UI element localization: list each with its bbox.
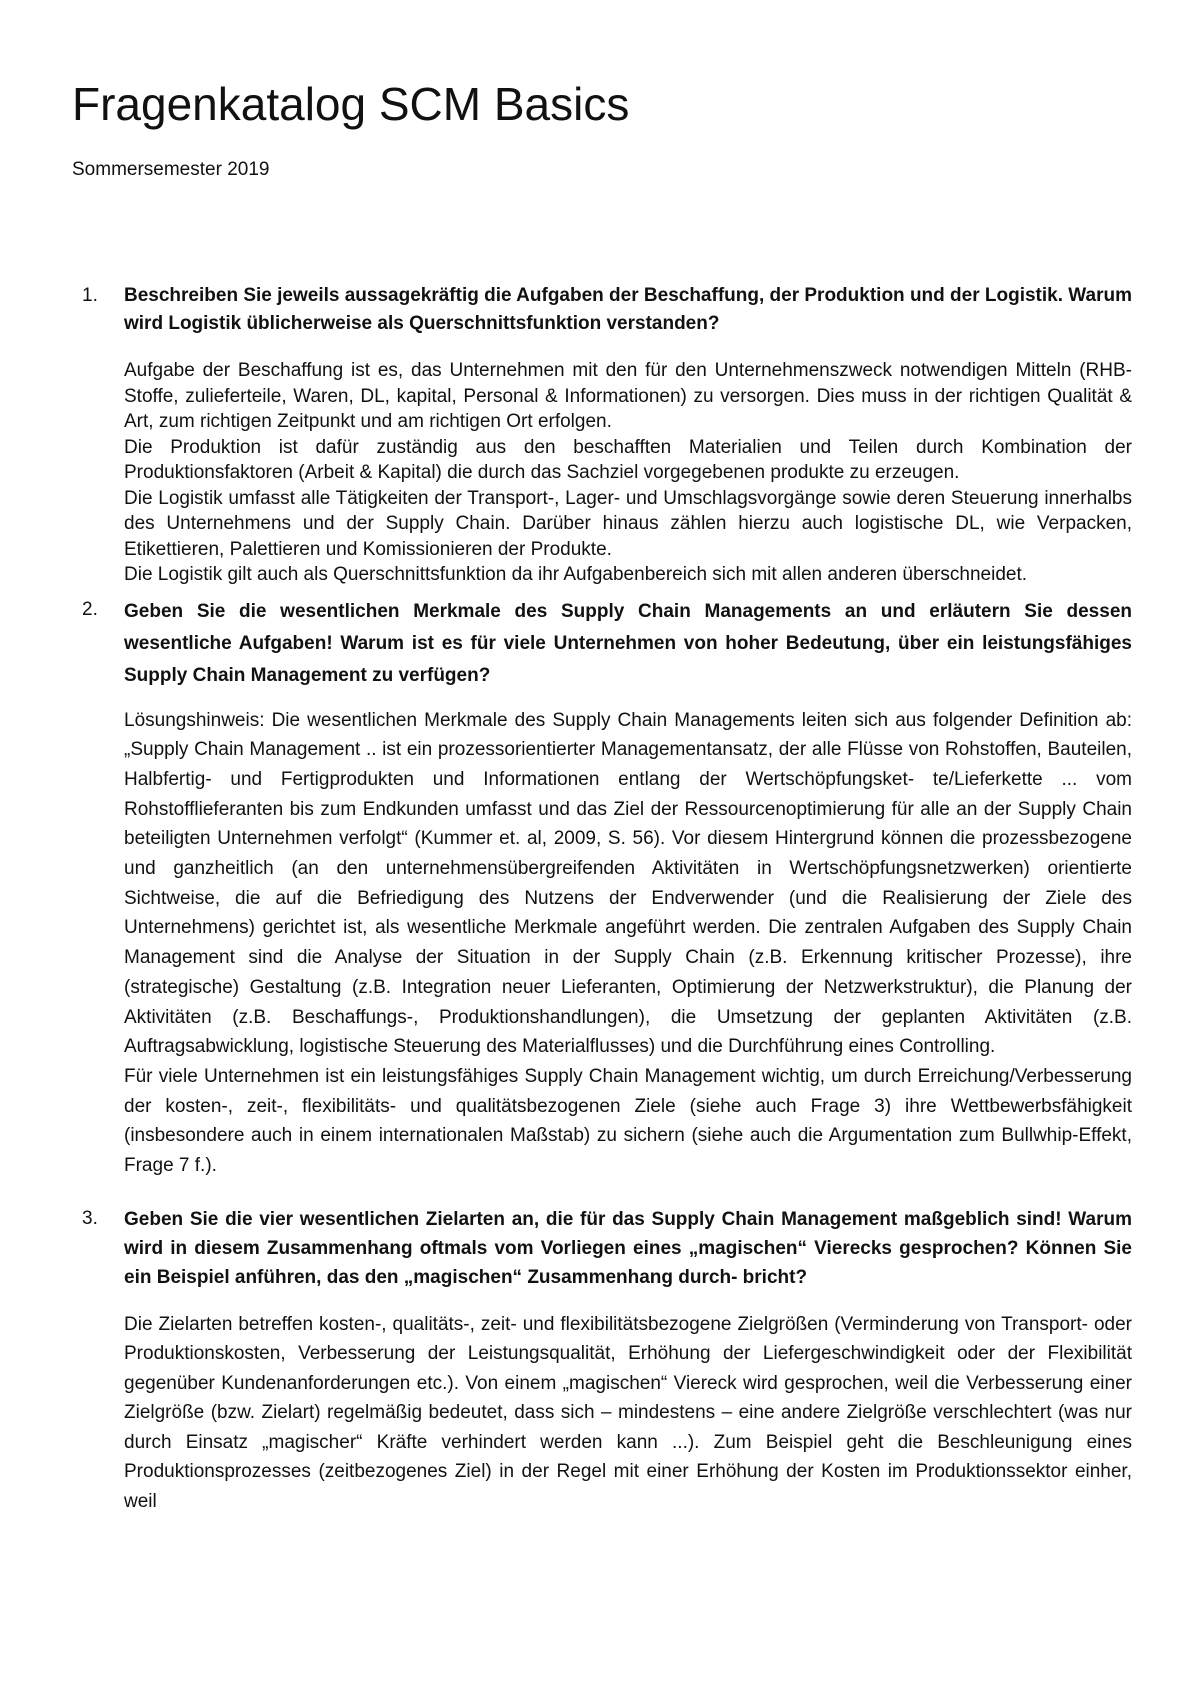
document-title: Fragenkatalog SCM Basics (72, 78, 630, 130)
answer-text (124, 358, 1132, 588)
question-text: Beschreiben Sie jeweils aussagekräftig die Aufgaben der Beschaffung, der Produktion und der Logistik. Warum wird Logistik üblicherweise als Querschnittsfunktion verstanden? (124, 285, 1132, 334)
answer-paragraph: Die Logistik umfasst alle Tätigkeiten der Transport-, Lager- und Umschlagsvorgänge sowie deren Steuerung innerhalbs des Unternehmens und der Supply Chain. Darüber hinaus zählen hierzu auch logistische DL, wie Verpacken, Etikettieren, Palettieren und Komissionieren der Produkte. (124, 487, 1132, 560)
answer-paragraph: Die Produktion ist dafür zuständig aus den beschafften Materialien und Teilen durch Kombination der Produktionsfaktoren (Arbeit & Kapital) die durch das Sachziel vorgegebenen produkte zu erzeugen. (124, 436, 1132, 483)
answer-text (124, 1310, 1132, 1517)
question-number: 3. (82, 1207, 98, 1229)
answer-text (124, 706, 1132, 1181)
document-subtitle: Sommersemester 2019 (72, 159, 270, 180)
answer-paragraph: Die Zielarten betreffen kosten-, qualitäts-, zeit- und flexibilitätsbezogene Zielgrößen (Verminderung von Transport- oder Produktionskosten, Verbesserung der Leistungsqualität, Erhöhung der Liefergeschwindigkeit oder der Flexibilität gegenüber Kundenanforderungen etc.). Von einem „magischen“ Viereck wird gesprochen, weil die Verbesserung einer Zielgröße (bzw. Zielart) regelmäßig bedeutet, dass sich – mindestens – eine andere Zielgröße verschlechtert (was nur durch Einsatz „magischer“ Kräfte verhindert werden kann ...). Zum Beispiel geht die Beschleunigung eines Produktionsprozesses (zeitbezogenes Ziel) in der Regel mit einer Erhöhung der Kosten im Produktionssektor einher, weil (124, 1313, 1132, 1512)
answer-paragraph: Die Logistik gilt auch als Querschnittsfunktion da ihr Aufgabenbereich sich mit allen anderen überschneidet. (124, 564, 1028, 585)
answer-paragraph: Aufgabe der Beschaffung ist es, das Unternehmen mit den für den Unternehmenszweck notwendigen Mitteln (RHB-Stoffe, zulieferteile, Waren, DL, kapital, Personal & Informationen) zu versorgen. Dies muss in der richtigen Qualität & Art, zum richtigen Zeitpunkt und am richtigen Ort erfolgen. (124, 360, 1132, 432)
question-item-3 (82, 1205, 1132, 1517)
question-list (82, 282, 1132, 1516)
question-item-1 (82, 282, 1132, 588)
answer-paragraph: Lösungshinweis: Die wesentlichen Merkmale des Supply Chain Managements leiten sich aus folgender Definition ab: „Supply Chain Management .. ist ein prozessorientierter Managementansatz, der alle Flüsse von Rohstoffen, Bauteilen, Halbfertig- und Fertigprodukten und Informationen entlang der Wertschöpfungsket- te/Lieferkette ... vom Rohstofflieferanten bis zum Endkunden umfasst und das Ziel der Ressourcenoptimierung für alle an der Supply Chain beteiligten Unternehmen verfolgt“ (Kummer et. al, 2009, S. 56). Vor diesem Hintergrund können die prozessbezogene und ganzheitlich (an den unternehmensübergreifenden Aktivitäten in Wertschöpfungsnetzwerken) orientierte Sichtweise, die auf die Befriedigung des Nutzens der Endverwender (und die Realisierung der Ziele des Unternehmens) gerichtet ist, als wesentliche Merkmale angeführt werden. Die zentralen Aufgaben des Supply Chain Management sind die Analyse der Situation in der Supply Chain (z.B. Erkennung kritischer Prozesse), ihre (strategische) Gestaltung (z.B. Integration neuer Lieferanten, Optimierung der Netzwerkstruktur), die Planung der Aktivitäten (z.B. Beschaffungs-, Produktionshandlungen), die Umsetzung der geplanten Aktivitäten (z.B. Auftragsabwicklung, logistische Steuerung des Materialflusses) und die Durchführung eines Controlling. (124, 709, 1132, 1058)
answer-paragraph: Für viele Unternehmen ist ein leistungsfähiges Supply Chain Management wichtig, um durch Erreichung/Verbesserung der kosten-, zeit-, flexibilitäts- und qualitätsbezogenen Ziele (siehe auch Frage 3) ihre Wettbewerbsfähigkeit (insbesondere auch in einem internationalen Maßstab) zu sichern (siehe auch die Argumentation zum Bullwhip-Effekt, Frage 7 f.). (124, 1065, 1132, 1177)
question-number: 1. (82, 285, 98, 306)
question-item-2 (82, 596, 1132, 1181)
question-text: Geben Sie die wesentlichen Merkmale des Supply Chain Managements an und erläutern Sie dessen wesentliche Aufgaben! Warum ist es für viele Unternehmen von hoher Bedeutung, über ein leistungsfähiges Supply Chain Management zu verfügen? (124, 600, 1132, 686)
question-text: Geben Sie die vier wesentlichen Zielarten an, die für das Supply Chain Management maßgeblich sind! Warum wird in diesem Zusammenhang oftmals vom Vorliegen eines „magischen“ Vierecks gesprochen? Können Sie ein Beispiel anführen, das den „magischen“ Zusammenhang durch- bricht? (124, 1208, 1132, 1288)
question-number: 2. (82, 598, 98, 620)
